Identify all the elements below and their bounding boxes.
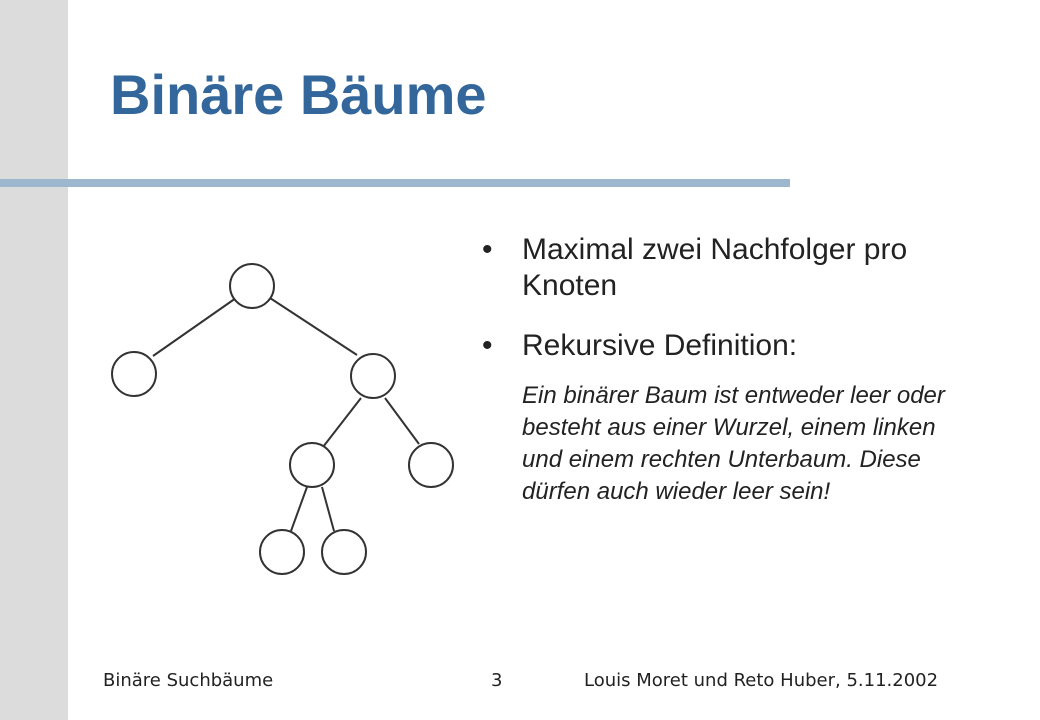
tree-edge xyxy=(385,398,419,444)
tree-node-root xyxy=(230,264,274,308)
tree-node-right xyxy=(351,354,395,398)
bullet-text: Rekursive Definition: xyxy=(522,329,798,362)
tree-edge xyxy=(153,298,236,356)
tree-node-right-left xyxy=(290,443,334,487)
title-underline-rule xyxy=(0,179,790,187)
left-side-band xyxy=(0,0,68,720)
tree-edge xyxy=(323,398,361,447)
bullet-text: Maximal zwei Nachfolger pro Knoten xyxy=(522,233,908,302)
bullet-marker: • xyxy=(482,329,493,362)
tree-edge xyxy=(322,487,334,531)
definition-text: Ein binärer Baum ist entweder leer oder besteht aus einer Wurzel, einem linken und einem rechten Unterbaum. Diese dürfen auch wieder leer sein! xyxy=(522,382,945,505)
tree-node-left xyxy=(112,352,156,396)
tree-node-leaf-left xyxy=(260,530,304,574)
tree-edge xyxy=(291,487,307,531)
tree-node-leaf-right xyxy=(322,530,366,574)
tree-edge xyxy=(270,298,357,355)
bullet-item xyxy=(482,328,1002,364)
footer-authors-date: Louis Moret und Reto Huber, 5.11.2002 xyxy=(584,670,939,691)
slide-title: Binäre Bäume xyxy=(110,63,487,126)
bullet-item xyxy=(482,232,1002,304)
binary-tree-diagram xyxy=(95,255,465,585)
footer-page-number: 3 xyxy=(491,670,503,691)
bullet-marker: • xyxy=(482,233,493,266)
tree-node-right-right xyxy=(409,443,453,487)
footer-topic: Binäre Suchbäume xyxy=(103,670,274,691)
bullet-list xyxy=(482,232,1002,508)
